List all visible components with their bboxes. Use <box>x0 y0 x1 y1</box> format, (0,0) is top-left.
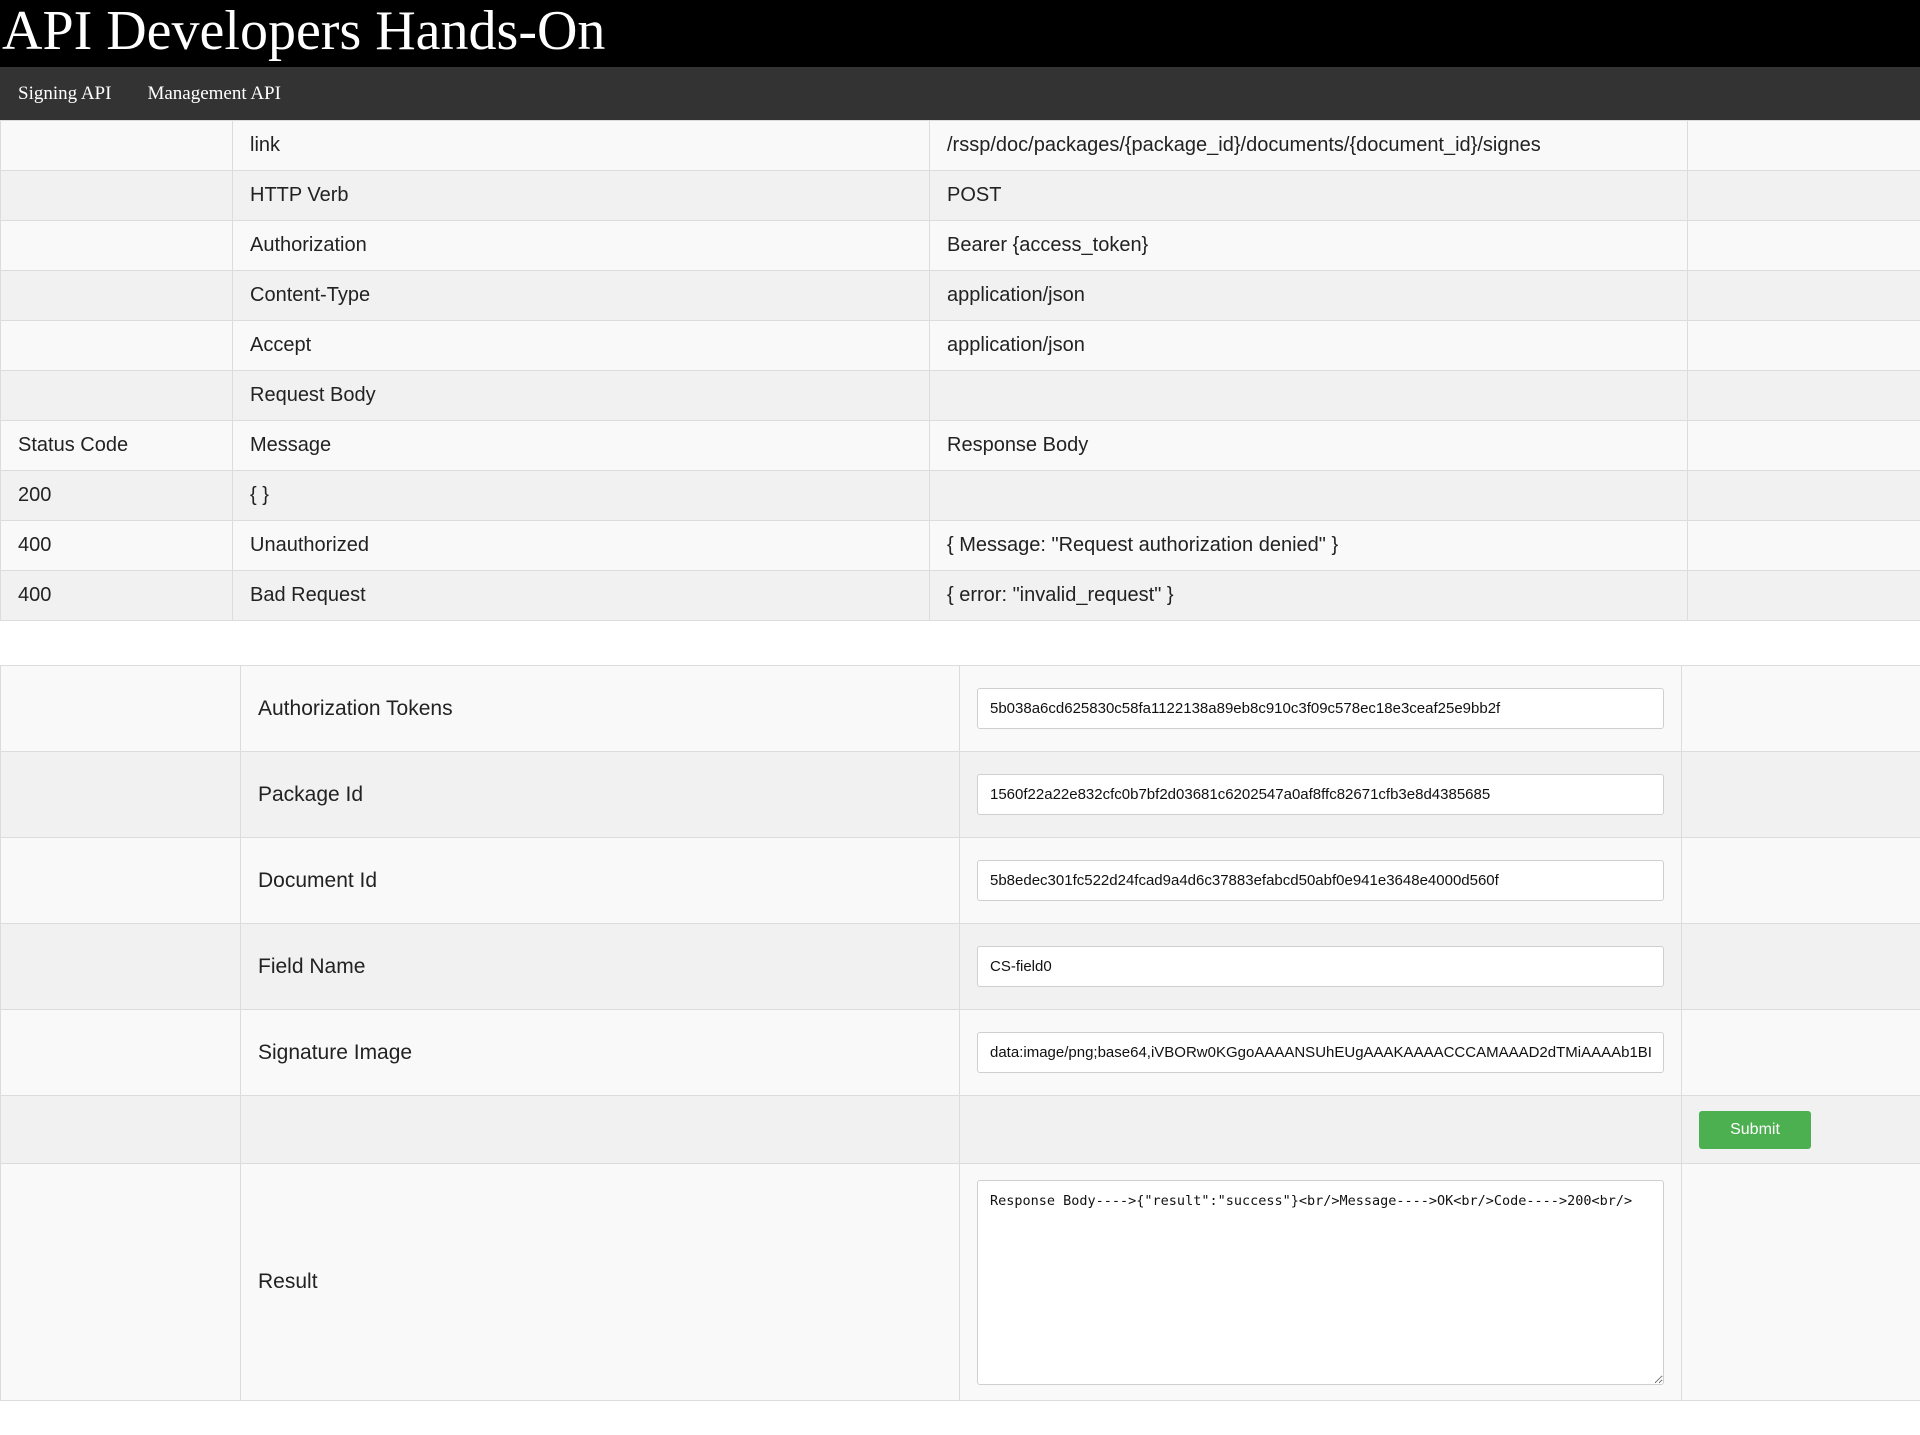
empty-cell <box>1682 838 1920 924</box>
table-cell: Response Body <box>930 421 1688 471</box>
form-row-document-id <box>1 838 1920 924</box>
table-row <box>1 421 1920 471</box>
form-row-signature-image <box>1 1010 1920 1096</box>
request-form-table <box>0 665 1920 1401</box>
table-cell: /rssp/doc/packages/{package_id}/documents/{document_id}/signes <box>930 121 1688 171</box>
page-header <box>0 0 1920 67</box>
empty-cell <box>1 666 241 752</box>
table-row <box>1 171 1920 221</box>
table-row <box>1 371 1920 421</box>
form-row-submit <box>1 1096 1920 1164</box>
empty-cell <box>1682 666 1920 752</box>
table-cell: Authorization <box>233 221 930 271</box>
package-id-input[interactable] <box>977 774 1664 815</box>
table-row <box>1 571 1920 621</box>
empty-cell <box>1682 1010 1920 1096</box>
nav-signing-api[interactable]: Signing API <box>18 82 112 104</box>
table-cell: Request Body <box>233 371 930 421</box>
table-cell: { } <box>233 471 930 521</box>
table-row <box>1 271 1920 321</box>
table-cell: Unauthorized <box>233 521 930 571</box>
table-row <box>1 221 1920 271</box>
table-cell: Message <box>233 421 930 471</box>
table-cell <box>1688 221 1920 271</box>
table-cell <box>1 371 233 421</box>
table-cell <box>1 121 233 171</box>
table-cell: application/json <box>930 321 1688 371</box>
table-cell <box>1 221 233 271</box>
empty-cell <box>1 838 241 924</box>
section-spacer <box>0 621 1920 665</box>
signature-image-input[interactable] <box>977 1032 1664 1073</box>
table-cell: 400 <box>1 571 233 621</box>
table-cell: Bad Request <box>233 571 930 621</box>
document-id-label: Document Id <box>241 838 960 924</box>
table-cell: Content-Type <box>233 271 930 321</box>
form-row-field-name <box>1 924 1920 1010</box>
result-cell <box>960 1164 1682 1401</box>
empty-cell <box>1682 752 1920 838</box>
empty-cell <box>960 1096 1682 1164</box>
table-cell <box>1688 271 1920 321</box>
table-cell: application/json <box>930 271 1688 321</box>
form-row-auth-tokens <box>1 666 1920 752</box>
table-cell <box>1688 121 1920 171</box>
submit-cell <box>1682 1096 1920 1164</box>
auth-tokens-cell <box>960 666 1682 752</box>
result-textarea[interactable] <box>977 1180 1664 1385</box>
table-cell: { error: "invalid_request" } <box>930 571 1688 621</box>
field-name-input[interactable] <box>977 946 1664 987</box>
empty-cell <box>1682 924 1920 1010</box>
table-cell <box>1688 571 1920 621</box>
table-row <box>1 121 1920 171</box>
table-cell <box>930 371 1688 421</box>
page-title: API Developers Hands-On <box>2 0 606 62</box>
table-row <box>1 471 1920 521</box>
field-name-label: Field Name <box>241 924 960 1010</box>
table-cell <box>1688 171 1920 221</box>
signature-image-label: Signature Image <box>241 1010 960 1096</box>
form-row-package-id <box>1 752 1920 838</box>
api-spec-table <box>0 120 1920 621</box>
empty-cell <box>1 1010 241 1096</box>
table-cell: 400 <box>1 521 233 571</box>
table-row <box>1 521 1920 571</box>
package-id-cell <box>960 752 1682 838</box>
table-cell <box>1688 521 1920 571</box>
nav-management-api[interactable]: Management API <box>147 82 281 104</box>
table-cell: Bearer {access_token} <box>930 221 1688 271</box>
signature-image-cell <box>960 1010 1682 1096</box>
empty-cell <box>1 752 241 838</box>
table-cell: Accept <box>233 321 930 371</box>
table-cell <box>1 321 233 371</box>
empty-cell <box>1 1096 241 1164</box>
document-id-cell <box>960 838 1682 924</box>
auth-tokens-label: Authorization Tokens <box>241 666 960 752</box>
empty-cell <box>1682 1164 1920 1401</box>
result-label: Result <box>241 1164 960 1401</box>
table-row <box>1 321 1920 371</box>
table-cell <box>1688 321 1920 371</box>
table-cell: Status Code <box>1 421 233 471</box>
form-row-result <box>1 1164 1920 1401</box>
table-cell <box>1 271 233 321</box>
empty-cell <box>241 1096 960 1164</box>
top-navbar <box>0 67 1920 120</box>
table-cell <box>1688 371 1920 421</box>
field-name-cell <box>960 924 1682 1010</box>
submit-button[interactable]: Submit <box>1699 1111 1811 1149</box>
table-cell: HTTP Verb <box>233 171 930 221</box>
table-cell <box>1688 471 1920 521</box>
table-cell: { Message: "Request authorization denied" } <box>930 521 1688 571</box>
table-cell: 200 <box>1 471 233 521</box>
document-id-input[interactable] <box>977 860 1664 901</box>
table-cell: POST <box>930 171 1688 221</box>
table-cell <box>1 171 233 221</box>
table-cell: link <box>233 121 930 171</box>
table-cell <box>930 471 1688 521</box>
empty-cell <box>1 1164 241 1401</box>
table-cell <box>1688 421 1920 471</box>
auth-tokens-input[interactable] <box>977 688 1664 729</box>
empty-cell <box>1 924 241 1010</box>
package-id-label: Package Id <box>241 752 960 838</box>
